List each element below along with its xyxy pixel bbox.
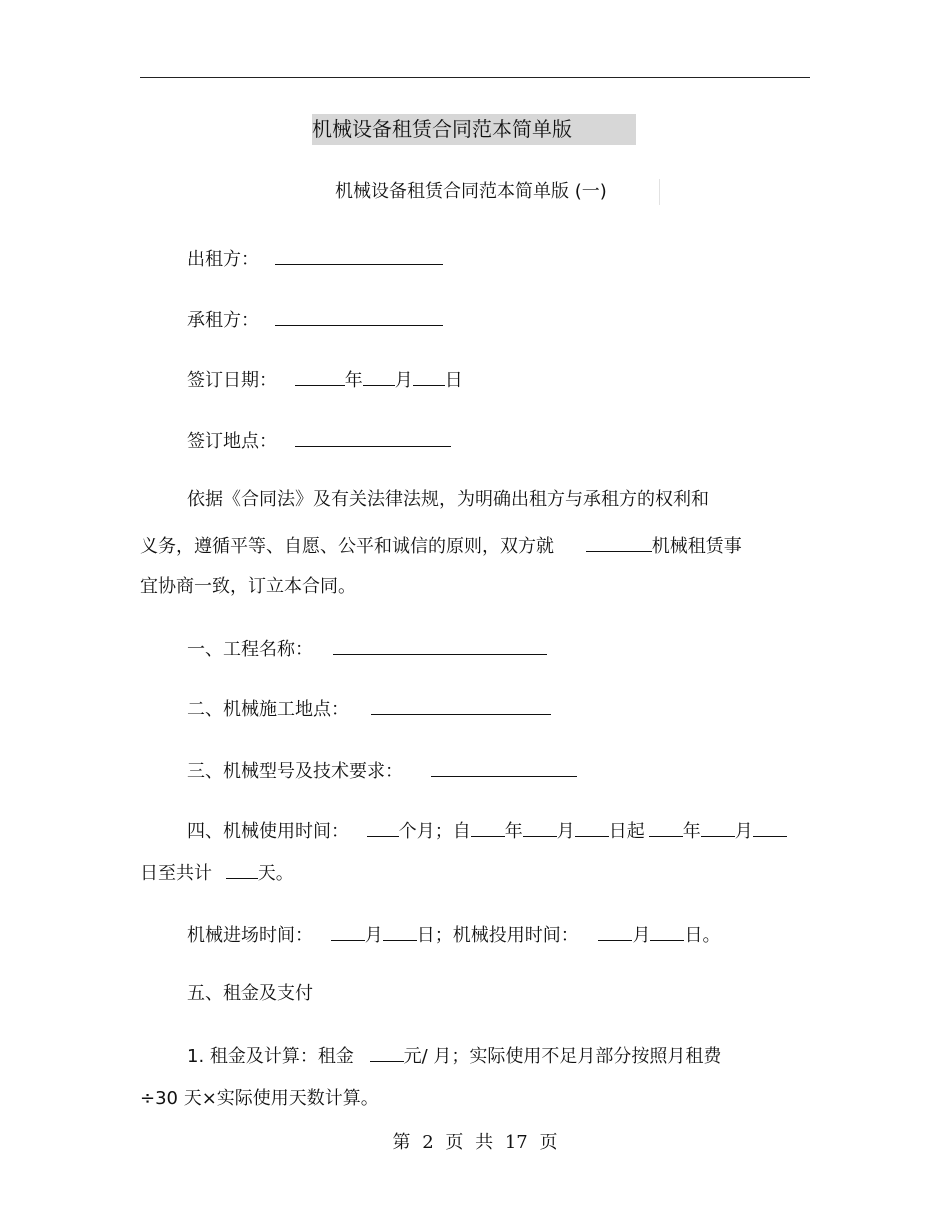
subtitle-divider: [659, 179, 660, 205]
sign-month-unit: 月: [394, 370, 413, 391]
page-footer: 第 2 页 共 17 页: [392, 1132, 558, 1153]
use-month-blank[interactable]: [598, 922, 632, 941]
intro-line-2-tail: 机械租赁事: [651, 536, 742, 557]
to-month-unit: 月: [734, 821, 753, 842]
entry-day-unit: 日；机械投用时间：: [416, 925, 579, 946]
total-days-blank[interactable]: [226, 860, 258, 879]
page-title: 机械设备租赁合同范本简单版: [312, 117, 572, 141]
to-month-blank[interactable]: [701, 818, 735, 837]
rent-calc-label: 1. 租金及计算：租金: [187, 1046, 354, 1067]
sign-date-field: [187, 367, 463, 393]
top-rule: [140, 77, 810, 78]
duration-total-label: 日至共计: [140, 863, 212, 884]
sign-year-unit: 年: [344, 370, 363, 391]
rent-calc-rest: 元/ 月；实际使用不足月部分按照月租费: [403, 1046, 722, 1067]
intro-line-2-text: 义务，遵循平等、自愿、公平和诚信的原则，双方就: [140, 536, 554, 557]
lessee-field: [187, 307, 443, 333]
months-blank[interactable]: [367, 818, 399, 837]
to-day-blank[interactable]: [753, 818, 787, 837]
from-month-unit: 月: [556, 821, 575, 842]
model-label: 三、机械型号及技术要求：: [187, 761, 403, 782]
use-day-blank[interactable]: [650, 922, 684, 941]
lessor-field: [187, 246, 443, 272]
clause-model: [187, 758, 577, 784]
title-highlight: [312, 114, 636, 145]
sign-year-blank[interactable]: [295, 367, 345, 386]
intro-blank[interactable]: [586, 533, 652, 552]
duration-label: 四、机械使用时间：: [187, 821, 349, 842]
rent-calc-line-1: [187, 1043, 721, 1069]
sign-day-blank[interactable]: [413, 367, 445, 386]
total-days-unit: 天。: [257, 863, 294, 884]
entry-time-label: 机械进场时间：: [187, 925, 313, 946]
intro-line-2: [140, 533, 742, 559]
clause-duration-line-1: [187, 818, 787, 844]
sign-place-blank[interactable]: [295, 428, 451, 447]
months-unit: 个月；自: [398, 821, 471, 842]
project-name-blank[interactable]: [333, 636, 547, 655]
intro-line-3: 宜协商一致，订立本合同。: [140, 576, 356, 597]
from-year-unit: 年: [504, 821, 523, 842]
sign-place-field: [187, 428, 451, 454]
sign-day-unit: 日: [444, 370, 463, 391]
clause-duration-line-2: [140, 860, 294, 886]
entry-day-blank[interactable]: [383, 922, 417, 941]
site-blank[interactable]: [371, 696, 551, 715]
clause-project-name: [187, 636, 547, 662]
entry-month-unit: 月: [364, 925, 383, 946]
from-day-unit: 日起: [608, 821, 645, 842]
rent-amount-blank[interactable]: [370, 1043, 404, 1062]
from-month-blank[interactable]: [523, 818, 557, 837]
use-day-unit: 日。: [684, 925, 721, 946]
entry-time-line: [187, 922, 720, 948]
site-label: 二、机械施工地点：: [187, 699, 349, 720]
sign-month-blank[interactable]: [363, 367, 395, 386]
from-year-blank[interactable]: [471, 818, 505, 837]
subtitle: 机械设备租赁合同范本简单版 (一): [335, 181, 607, 202]
entry-month-blank[interactable]: [331, 922, 365, 941]
lessee-blank[interactable]: [275, 307, 443, 326]
from-day-blank[interactable]: [575, 818, 609, 837]
rent-calc-line-2: ÷30 天×实际使用天数计算。: [140, 1088, 379, 1109]
lessor-label: 出租方：: [187, 249, 259, 270]
lessor-blank[interactable]: [275, 246, 443, 265]
lessee-label: 承租方：: [187, 310, 259, 331]
to-year-unit: 年: [682, 821, 701, 842]
clause-rent-heading: 五、租金及支付: [187, 983, 313, 1004]
model-blank[interactable]: [431, 758, 577, 777]
sign-date-label: 签订日期：: [187, 370, 277, 391]
use-month-unit: 月: [632, 925, 651, 946]
clause-site: [187, 696, 551, 722]
intro-line-1: 依据《合同法》及有关法律法规，为明确出租方与承租方的权利和: [187, 489, 709, 510]
project-name-label: 一、工程名称：: [187, 639, 313, 660]
to-year-blank[interactable]: [649, 818, 683, 837]
sign-place-label: 签订地点：: [187, 431, 277, 452]
